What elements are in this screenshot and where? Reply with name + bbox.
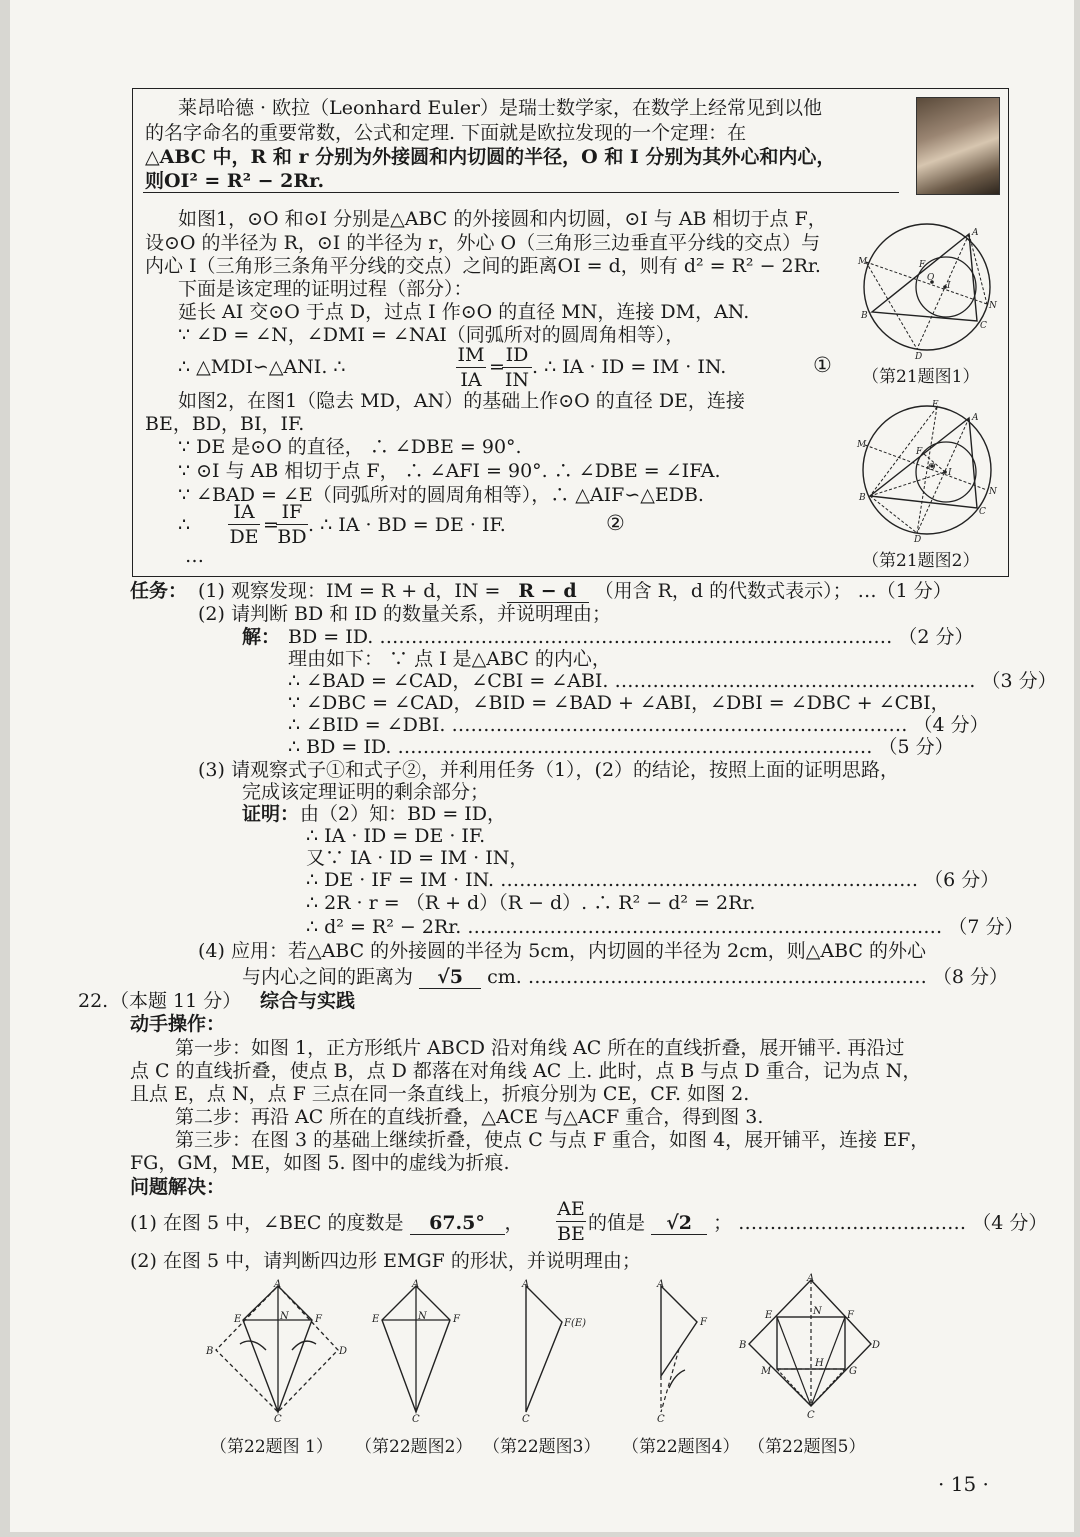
fig1-desc-line-1: 如图1，⊙O 和⊙I 分别是△ABC 的外接圆和内切圆，⊙I 与 AB 相切于点 F， [178,208,827,230]
svg-text:F(E): F(E) [564,1318,587,1329]
frac1-numerator: IM [457,344,485,366]
svg-text:N: N [989,301,997,311]
equation-mark-1: ① [813,353,832,377]
fig2-proof-line-2: ∵ ⊙I 与 AB 相切于点 F， ∴ ∠AFI = 90°. ∴ ∠DBE = ∠IFA. [178,460,721,482]
step3-line-1: 第三步：在图 3 的基础上继续折叠，使点 C 与点 F 重合，如图 4，展开铺平，连接 EF， [175,1129,930,1151]
frac2-denominator: IN [504,369,530,391]
frac3-denominator: DE [229,526,259,548]
equals-sign: = [489,356,505,378]
frac2-numerator: ID [505,344,529,366]
task-q2: (2) 请判断 BD 和 ID 的数量关系，并说明理由； [198,603,612,625]
step1-line-3: 且点 E，点 N，点 F 三点在同一条直线上，折痕分别为 CE，CF. 如图 2. [130,1083,750,1105]
solution-line-1: BD = ID. ……………………………………………………………………… （2 分） [288,626,974,648]
task-q4-line-1: (4) 应用：若△ABC 的外接圆的半径为 5cm，内切圆的半径为 2cm，则△ABC 的外心 [198,940,926,962]
frac1-bar [456,367,486,368]
svg-text:D: D [872,1340,881,1351]
solution-line-4: ∵ ∠DBC = ∠CAD，∠BID = ∠BAD + ∠ABI，∠DBI = ∠DBC + ∠CBI， [288,692,950,714]
q22-q1-text: (1) 在图 5 中，∠BEC 的度数是 [130,1212,404,1234]
q22-q1-answer-ratio: √2 [651,1212,707,1235]
proof-line-3-start: ∴ △MDI∽△ANI. ∴ [178,356,346,378]
q22-q1-mid: 的值是 [588,1212,646,1234]
svg-text:A: A [412,1279,420,1290]
proof-label: 证明： [242,803,300,825]
figure-22-2 [360,1278,470,1423]
svg-text:B: B [861,311,868,321]
svg-text:C: C [807,1410,815,1421]
svg-text:H: H [815,1358,824,1369]
proof3-line-3: 又∵ IA · ID = IM · IN， [306,847,529,869]
task-q4-line-2 [242,966,1008,989]
svg-text:B: B [206,1346,214,1357]
task-q4-text: 与内心之间的距离为 [242,966,414,988]
fig2-proof-line-1: ∵ DE 是⊙O 的直径， ∴ ∠DBE = 90°. [178,436,522,458]
q22-points: （本题 11 分） [110,990,242,1012]
q22-q1-end [588,1212,1047,1235]
svg-text:N: N [280,1311,289,1322]
figure-22-1-caption: （第22题图 1） [210,1437,333,1457]
q22-number: 22. [78,990,109,1012]
fig2-desc-line-1: 如图2，在图1（隐去 MD，AN）的基础上作⊙O 的直径 DE，连接 [178,390,745,412]
svg-text:C: C [522,1414,530,1423]
box-divider [143,192,899,193]
solution-line-6: ∴ BD = ID. ………………………………………………………………… （5 分） [288,736,954,758]
intro-line-3: △ABC 中，R 和 r 分别为外接圆和内切圆的半径，O 和 I 分别为其外心和内心， [145,146,836,168]
svg-text:C: C [979,507,986,517]
q22-q2: (2) 在图 5 中，请判断四边形 EMGF 的形状，并说明理由； [130,1250,641,1272]
proof-line-1: 延长 AI 交⊙O 于点 D，过点 I 作⊙O 的直径 MN，连接 DM，AN. [178,301,750,323]
proof3-line-2: ∴ IA · ID = DE · IF. [306,825,486,847]
proof-line-2: ∵ ∠D = ∠N，∠DMI = ∠NAI（同弧所对的圆周角相等）， [178,324,685,346]
proof3-line-6: ∴ d² = R² − 2Rr. ………………………………………………………………… （7 分） [306,916,1024,938]
figure-21-1 [852,222,1002,362]
figure-21-2-caption: （第21题图2） [862,551,980,571]
svg-text:A: A [522,1279,530,1290]
frac1-denominator: IA [460,369,482,391]
step3-line-2: FG，GM，ME，如图 5. 图中的虚线为折痕. [130,1152,510,1174]
svg-text:O: O [928,463,936,473]
page-number: · 15 · [938,1472,989,1496]
svg-text:E: E [234,1314,242,1325]
svg-text:A: A [657,1279,665,1290]
svg-text:F: F [916,447,923,457]
intro-line-1: 莱昂哈德 · 欧拉（Leonhard Euler）是瑞士数学家，在数学上经常见到以他 [178,97,823,119]
fig1-desc-line-2: 设⊙O 的半径为 R，⊙I 的半径为 r，外心 O（三角形三边垂直平分线的交点）与 [145,232,821,254]
proof-line-3-end: . ∴ IA · ID = IM · IN. [532,356,727,378]
proof3-line-5: ∴ 2R · r = （R + d）（R − d）. ∴ R² − d² = 2Rr. [306,892,756,914]
fig2-proof-line-4-end: . ∴ IA · BD = DE · IF. [308,514,506,536]
task-q1 [198,580,952,603]
fig1-desc-line-3: 内心 I（三角形三条角平分线的交点）之间的距离OI = d，则有 d² = R² − 2Rr. [145,255,821,277]
task-q4-suffix: cm. ……………………………………………………… （8 分） [487,966,1009,988]
svg-text:A: A [972,228,979,238]
svg-text:M: M [857,440,867,450]
frac4-denominator: BD [277,526,307,548]
figure-22-5 [735,1272,885,1422]
task-q4-answer: √5 [419,966,481,989]
svg-text:F: F [919,260,926,270]
frac4-bar [276,524,308,525]
svg-text:C: C [274,1414,282,1423]
svg-text:A: A [972,413,979,423]
ae-be-bar [556,1221,586,1222]
svg-text:M: M [858,257,868,267]
svg-text:I: I [947,281,951,291]
svg-text:O: O [927,273,935,283]
task-q1-suffix: （用含 R，d 的代数式表示）； …（1 分） [594,580,952,602]
svg-text:A: A [807,1273,815,1284]
figure-22-5-caption: （第22题图5） [748,1437,866,1457]
step1-line-1: 第一步：如图 1，正方形纸片 ABCD 沿对角线 AC 所在的直线折叠，展开铺平. 再沿过 [175,1037,905,1059]
figure-22-4 [635,1278,745,1423]
euler-portrait [916,97,1000,195]
figure-22-3 [500,1278,610,1423]
figure-22-3-caption: （第22题图3） [483,1437,601,1457]
svg-text:I: I [948,468,952,478]
hands-on-label: 动手操作： [130,1013,226,1035]
q22-title: 综合与实践 [260,990,356,1012]
equation-mark-2: ② [606,511,625,535]
fig2-proof-line-4-start: ∴ [178,514,191,536]
fig2-proof-line-3: ∵ ∠BAD = ∠E（同弧所对的圆周角相等），∴ △AIF∽△EDB. [178,484,704,506]
ae-be-numerator: AE [557,1198,585,1220]
ae-be-denominator: BE [557,1223,585,1245]
svg-text:D: D [915,352,923,362]
svg-text:F: F [847,1310,854,1321]
svg-text:B: B [739,1340,747,1351]
figure-22-4-caption: （第22题图4） [622,1437,740,1457]
svg-text:N: N [813,1306,822,1317]
q22-q1-answer-angle: 67.5° [410,1212,505,1235]
svg-text:E: E [932,400,939,410]
solution-label: 解： [242,626,281,648]
exam-page [10,0,1074,1532]
intro-line-2: 的名字命名的重要常数，公式和定理. 下面就是欧拉发现的一个定理：在 [145,122,747,144]
solution-line-2: 理由如下： ∵ 点 I 是△ABC 的内心， [288,648,611,670]
proof3-line-4: ∴ DE · IF = IM · IN. ………………………………………………………… （6 分） [306,869,1000,891]
proof3-line-1: 由（2）知：BD = ID， [300,803,507,825]
solution-line-5: ∴ ∠BID = ∠DBI. ……………………………………………………………… （4 分） [288,714,989,736]
svg-text:N: N [989,487,997,497]
figure-22-1 [200,1278,350,1423]
svg-text:B: B [859,493,866,503]
step1-line-2: 点 C 的直线折叠，使点 B，点 D 都落在对角线 AC 上. 此时，点 B 与点 D 重合，记为点 N， [130,1060,922,1082]
svg-text:C: C [412,1414,420,1423]
frac3-numerator: IA [233,501,255,523]
svg-text:F: F [315,1314,322,1325]
figure-22-2-caption: （第22题图2） [355,1437,473,1457]
proof-intro: 下面是该定理的证明过程（部分）： [178,278,473,300]
frac2-bar [502,367,532,368]
svg-text:F: F [700,1317,707,1328]
ellipsis: … [185,545,204,567]
svg-text:C: C [657,1414,665,1423]
svg-text:N: N [418,1311,427,1322]
solution-line-3: ∴ ∠BAD = ∠CAD，∠CBI = ∠ABI. ………………………………………………… （3 分） [288,670,1057,692]
step2: 第二步：再沿 AC 所在的直线折叠，△ACE 与△ACF 重合，得到图 3. [175,1106,764,1128]
svg-text:E: E [765,1310,773,1321]
figure-21-1-caption: （第21题图1） [862,367,980,387]
svg-text:F: F [453,1314,460,1325]
frac3-bar [228,524,260,525]
fig2-desc-line-2: BE，BD，BI，IF. [145,413,305,435]
svg-text:M: M [761,1366,772,1377]
figure-21-2 [852,400,1002,542]
task-q1-text: (1) 观察发现：IM = R + d，IN = [198,580,501,602]
q22-q1-start [130,1212,524,1235]
task-q1-answer: R − d [507,580,589,603]
svg-text:E: E [372,1314,380,1325]
svg-text:A: A [274,1279,282,1290]
intro-line-4: 则OI² = R² − 2Rr. [145,170,325,192]
task-q3-line-2: 完成该定理证明的剩余部分； [242,781,490,803]
svg-text:G: G [849,1366,857,1377]
svg-text:D: D [914,535,922,542]
q22-q1-comma: ， [504,1212,524,1234]
problem-solving-label: 问题解决： [130,1176,226,1198]
q22-q1-suffix: ； ……………………………… （4 分） [713,1212,1048,1234]
frac4-numerator: IF [281,501,303,523]
task-q3-line-1: (3) 请观察式子①和式子②，并利用任务（1），(2）的结论，按照上面的证明思路， [198,759,900,781]
svg-text:D: D [339,1346,348,1357]
task-label: 任务： [130,580,188,602]
equals-sign-2: = [263,514,279,536]
svg-text:C: C [980,321,987,331]
